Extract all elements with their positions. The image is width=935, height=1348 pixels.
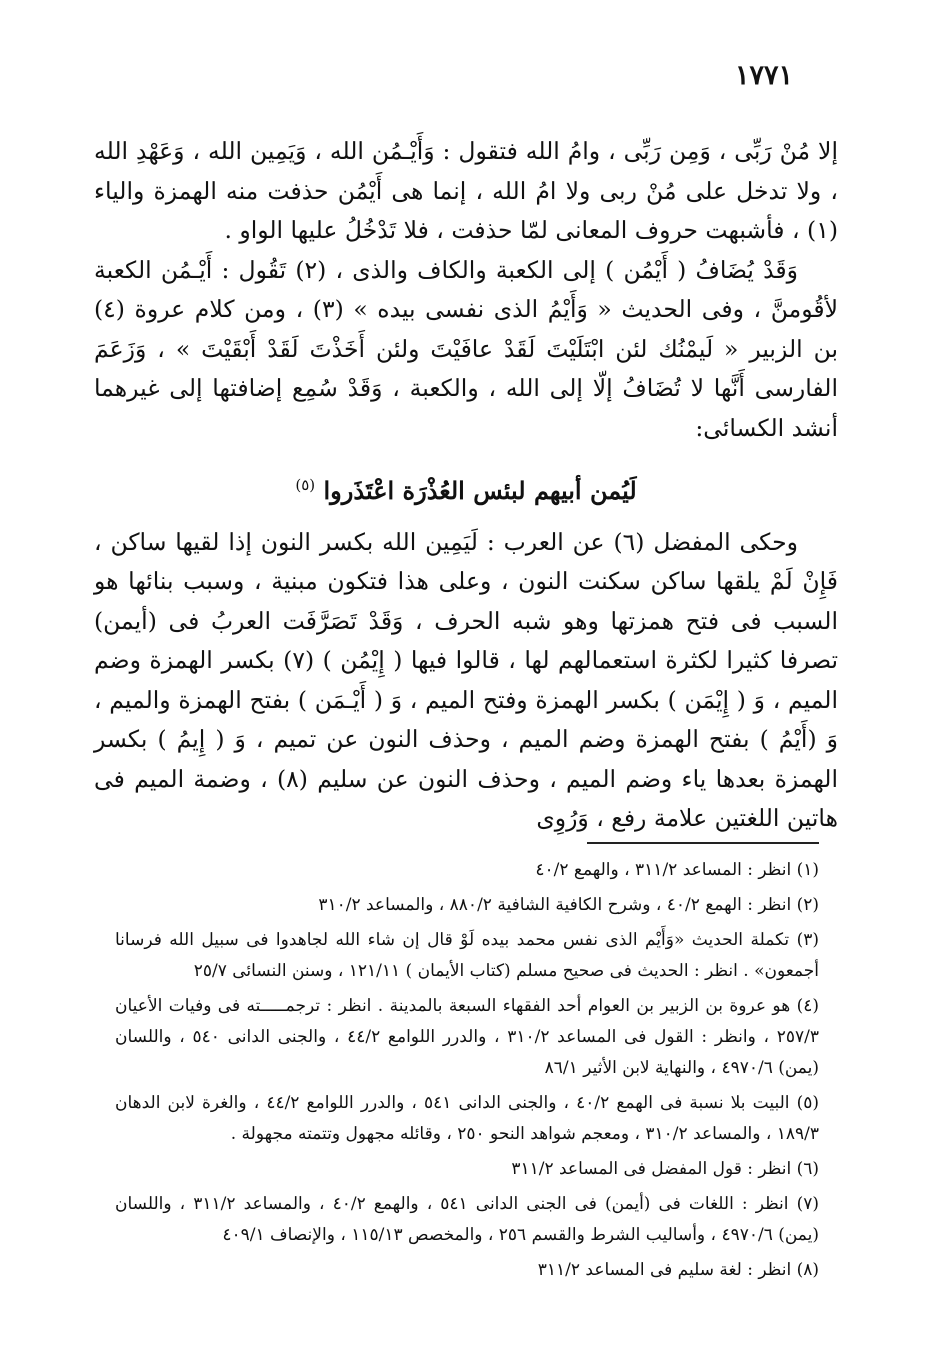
footnote-divider <box>587 842 819 844</box>
footnote-4: (٤) هو عروة بن الزبير بن العوام أحد الفقهاء السبعة بالمدينة . انظر : ترجمـــــته فى وفيات الأعيان ٢٥٧/٣ ، وانظر : القول فى المساعد ٣١٠/٢ ، والدرر اللوامع ٤٤/٢ ، والجنى الدانى ٥٤٠ ، واللسان (يمن) ٤٩٧٠/٦ ، والنهاية لابن الأثير ٨٦/١ <box>115 996 820 1078</box>
footnote-3: (٣) تكملة الحديث «وَأَيْم الذى نفس محمد بيده لَوْ قال إن شاء الله لجاهدوا فى سبيل الله فرسانا أجمعون» . انظر : الحديث فى صحيح مسلم (كتاب الأيمان ) ١٢١/١١ ، وسنن النسائى ٢٥/٧ <box>115 930 819 981</box>
paragraph-3: وحكى المفضل (٦) عن العرب : لَيَمِين الله بكسر النون إذا لقيها ساكن ، فَإِنْ لَمْ يلقها ساكن سكنت النون ، وعلى هذا فتكون مبنية ، وسبب بنائها هو السبب فى فتح همزتها وهو شبه الحرف ، وَقَدْ تَصَرَّفَت العربُ فى (أيمن) تصرفا كثيرا لكثرة استعمالهم لها ، قالوا فيها ( إِيْمُن ) (٧) بكسر الهمزة وضم الميم ، وَ ( إِيْمَن ) بكسر الهمزة وفتح الميم ، وَ ( أَيْـمَن ) بفتح الهمزة والميم ، وَ (أَيْمُ ) بفتح الهمزة وضم الميم ، وحذف النون عن تميم ، وَ ( إِيمُ ) بكسر الهمزة بعدها ياء وضم الميم ، وحذف النون عن سليم (٨) ، وضمة الميم فى هاتين اللغتين علامة رفع ، وَرُوِى <box>94 527 838 832</box>
footnote-2: (٢) انظر : الهمع ٤٠/٢ ، وشرح الكافية الشافية ٨٨٠/٢ ، والمساعد ٣١٠/٢ <box>318 895 819 915</box>
page-number: ١٧٧١ <box>734 60 793 91</box>
footnote-6: (٦) انظر : قول المفضل فى المساعد ٣١١/٢ <box>511 1159 819 1179</box>
footnote-1: (١) انظر : المساعد ٣١١/٢ ، والهمع ٤٠/٢ <box>535 860 819 880</box>
main-text <box>94 132 838 839</box>
paragraph-2: وَقَدْ يُضَافُ ( أَيْمُن ) إلى الكعبة والكاف والذى ، (٢) تَقُول : أَيْـمُن الكعبة لأقُومنَّ ، وفى الحديث « وَأَيْمُ الذى نفسى بيده » (٣) ، ومن كلام عروة (٤) بن الزبير « لَيمْنُك لئن ابْتَلَيْتَ لَقَدْ عافَيْتَ ولئن أَخَذْتَ لَقَدْ أَبْقَيْتَ » ، وَزَعَمَ الفارسى أَنَّها لا تُضَافُ إلّا إلى الله ، والكعبة ، وَقَدْ سُمِع إضافتها إلى غيرهما أنشد الكسائى: <box>94 255 838 442</box>
footnote-7: (٧) انظر : اللغات فى (أيمن) فى الجنى الدانى ٥٤١ ، والهمع ٤٠/٢ ، والمساعد ٣١١/٢ ، واللسان (يمن) ٤٩٧٠/٦ ، وأساليب الشرط والقسم ٢٥٦ ، والمخصص ١١٥/١٣ ، والإنصاف ٤٠٩/١ <box>115 1194 819 1245</box>
footnote-5: (٥) البيت بلا نسبة فى الهمع ٤٠/٢ ، والجنى الدانى ٥٤١ ، والدرر اللوامع ٤٤/٢ ، والغرة لابن الدهان ١٨٩/٣ ، والمساعد ٣١٠/٢ ، ومعجم شواهد النحو ٢٥٠ ، وقائله مجهول وتتمته مجهولة . <box>115 1093 820 1144</box>
poetry-verse <box>94 466 838 511</box>
verse-text: لَيُمن أبيهم لبئس العُذْرَة اعْتَذَروا <box>323 476 637 505</box>
paragraph-1: إلا مُنْ رَبِّى ، وَمِن رَبِّى ، وامُ الله فتقول : وَأَيْـمُن الله ، وَيَمِين الله ، وَعَهْدِ الله ، ولا تدخل على مُنْ ربى ولا امُ الله ، إنما هى أَيْمُن حذفت منه الهمزة والياء (١) ، فأشبهت حروف المعانى لمّا حذفت ، فلا تَدْخُلُ عليها الواو . <box>94 137 838 244</box>
footnotes <box>115 855 819 1290</box>
footnote-8: (٨) انظر : لغة سليم فى المساعد ٣١١/٢ <box>537 1260 819 1280</box>
verse-footnote-ref: (٥) <box>295 476 316 494</box>
